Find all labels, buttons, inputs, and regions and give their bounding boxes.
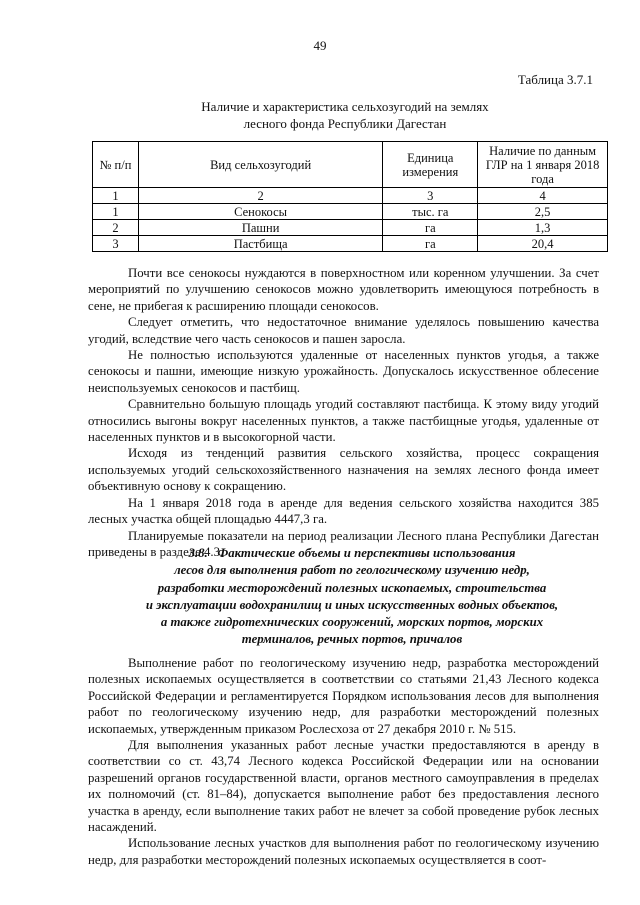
paragraph: Исходя из тенденций развития сельского хозяйства, процесс сокращения используемых угодий сельскохозяйственного назначения на землях лесного фонда имеет объективную основу к сокращению.: [88, 446, 599, 494]
table-cell: 4: [478, 188, 608, 204]
table-cell: 1,3: [478, 220, 608, 236]
paragraph: Почти все сенокосы нуждаются в поверхностном или коренном улучшении. За счет мероприятий по улучшению сенокосов можно удовлетворить имеющуюся потребность в сене, не прибегая к расширению площади сенокосов.: [88, 266, 599, 313]
table-cell: Пастбища: [138, 236, 382, 252]
table-cell: Пашни: [138, 220, 382, 236]
section-heading-line: 3.8. Фактические объемы и перспективы использования: [188, 546, 516, 560]
table-cell: га: [383, 220, 478, 236]
table-row: [93, 220, 608, 236]
table-cell: 2: [138, 188, 382, 204]
paragraph: Не полностью используются удаленные от населенных пунктов угодья, а также сенокосы и пашни, имеющие низкую урожайность. Допускалось искусственное облесение неиспользуемых сенокосов и пастбищ.: [88, 348, 599, 395]
table-title-line: лесного фонда Республики Дагестан: [243, 116, 447, 131]
paragraph: Планируемые показатели на период реализации Лесного плана Республики Дагестан приведены в разделе 4.3.: [88, 528, 599, 559]
section-heading-line: и эксплуатации водохранилищ и иных искусственных водных объектов,: [145, 597, 559, 612]
table-cell: 2: [93, 220, 139, 236]
table-row: [93, 204, 608, 220]
table-cell: 3: [383, 188, 478, 204]
text-block-geology: [88, 655, 599, 868]
paragraph: Для выполнения указанных работ лесные участки предоставляются в аренду в соответствии со ст. 43,74 Лесного кодекса Российской Федерации или на основании разрешений органов государственной власти, органов местного самоуправления в пределах их полномочий (ст. 81–84), допускается выполнение работ без предоставления лесного участка в аренду, если выполнение таких работ не влечет за собой проведение рубок лесных насаждений.: [88, 738, 599, 835]
table-label: Таблица 3.7.1: [517, 72, 593, 87]
paragraph: Следует отметить, что недостаточное внимание уделялось повышению качества угодий, вследствие чего часть сенокосов и пашен заросла.: [88, 315, 599, 346]
table-cell: тыс. га: [383, 204, 478, 220]
section-heading-line: разработки месторождений полезных ископаемых, строительства: [157, 580, 547, 595]
agricultural-land-table: [92, 141, 608, 252]
section-heading: [92, 545, 612, 649]
table-row: [93, 236, 608, 252]
table-header-row: [93, 142, 608, 188]
header-unit: Единица измерения: [383, 142, 478, 188]
table-cell: Сенокосы: [138, 204, 382, 220]
table-cell: 20,4: [478, 236, 608, 252]
section-heading-line: лесов для выполнения работ по геологическому изучению недр,: [174, 563, 530, 578]
table-numbering-row: [93, 188, 608, 204]
section-heading-line: терминалов, речных портов, причалов: [241, 632, 463, 647]
table-title-line: Наличие и характеристика сельхозугодий на землях: [201, 99, 489, 114]
table-cell: га: [383, 236, 478, 252]
table-cell: 1: [93, 188, 139, 204]
paragraph: Использование лесных участков для выполнения работ по геологическому изучению недр, для разработки месторождений полезных ископаемых осуществляется в соот-: [88, 836, 599, 867]
header-number: № п/п: [93, 142, 139, 188]
table-cell: 3: [93, 236, 139, 252]
section-heading-line: а также гидротехнических сооружений, морских портов, морских: [160, 615, 544, 630]
paragraph: Выполнение работ по геологическому изучению недр, разработка месторождений полезных ископаемых осуществляется в соответствии со статьями 21,43 Лесного кодекса Российской Федерации и регламентируется Порядком использования лесов для выполнения работ по геологическому изучению недр, для разработки месторождений полезных ископаемых, утвержденным приказом Рослесхоза от 27 декабря 2010 г. № 515.: [88, 656, 599, 736]
table-cell: 2,5: [478, 204, 608, 220]
header-availability: Наличие по данным ГЛР на 1 января 2018 года: [478, 142, 608, 188]
header-land-type: Вид сельхозугодий: [138, 142, 382, 188]
table-cell: 1: [93, 204, 139, 220]
paragraph: Сравнительно большую площадь угодий составляют пастбища. К этому виду угодий относились выгоны вокруг населенных пунктов, а также пастбищные угодья, удаленные от населенных пунктов и в высокогорной части.: [88, 397, 599, 445]
text-block-agriculture: [88, 265, 599, 560]
table-title: [0, 98, 640, 132]
paragraph: На 1 января 2018 года в аренде для ведения сельского хозяйства находится 385 лесных участка общей площадью 4447,3 га.: [88, 495, 599, 527]
page-number: 49: [313, 38, 327, 53]
